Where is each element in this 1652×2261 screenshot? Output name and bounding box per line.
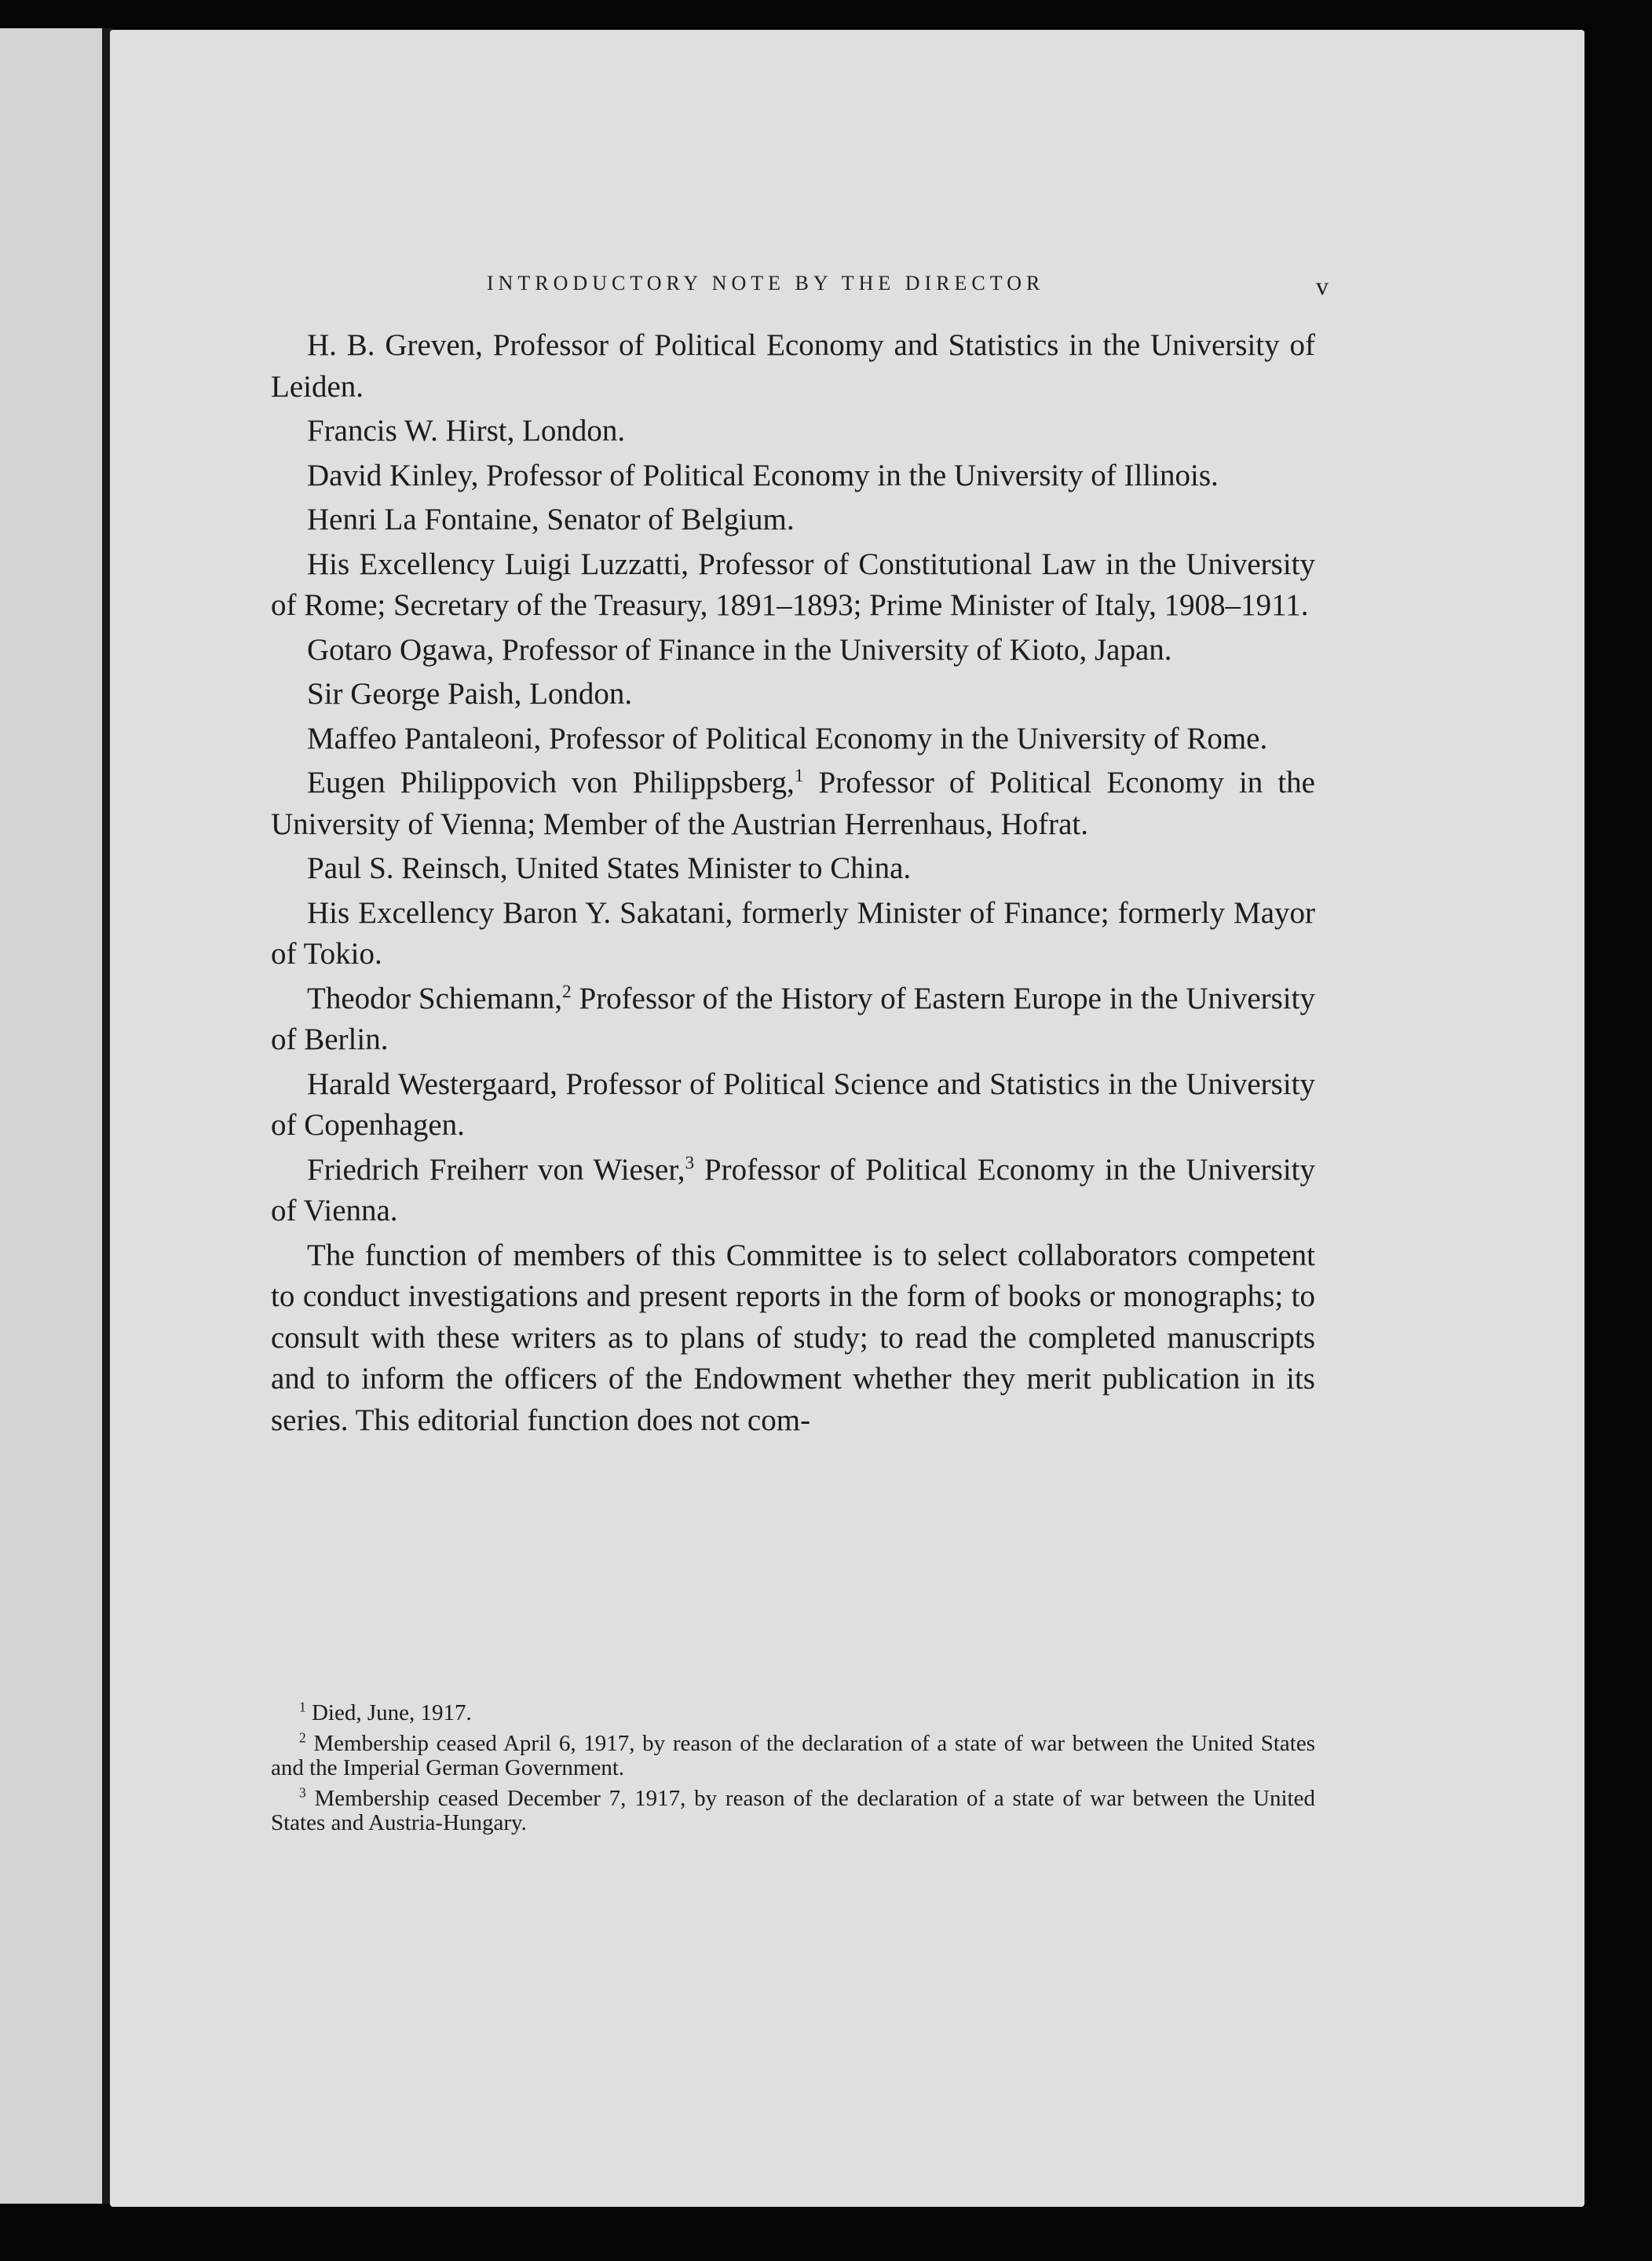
committee-member-entry: Gotaro Ogawa, Professor of Finance in the University of Kioto, Japan. xyxy=(307,632,1172,667)
committee-member-entry xyxy=(271,1150,1315,1232)
footnote xyxy=(271,1701,1315,1725)
footnote-text: Membership ceased April 6, 1917, by reason of the declaration of a state of war between the United States and the Imperial German Government. xyxy=(271,1731,1315,1780)
member-name: Friedrich Freiherr von Wieser, xyxy=(307,1152,685,1187)
body-text xyxy=(271,325,1315,1441)
member-description: Professor of Political Economy in the University of Vienna. xyxy=(271,1152,1315,1227)
facing-page-edge xyxy=(0,28,108,2204)
committee-member-entry: Maffeo Pantaleoni, Professor of Political Economy in the University of Rome. xyxy=(307,721,1268,755)
committee-member-entry: Paul S. Reinsch, United States Minister to China. xyxy=(307,851,912,885)
committee-member-entry: His Excellency Luigi Luzzatti, Professor of Constitutional Law in the University of Rome; Secretary of the Treasury, 1891–1893; Prime Minister of Italy, 1908–1911. xyxy=(271,547,1315,622)
footnote-text: Died, June, 1917. xyxy=(305,1700,472,1725)
committee-member-entry: Henri La Fontaine, Senator of Belgium. xyxy=(307,503,795,536)
committee-member-entry: Harald Westergaard, Professor of Political Science and Statistics in the University of Copenhagen. xyxy=(271,1066,1315,1142)
page-number: v xyxy=(1316,272,1329,300)
footnote-text: Membership ceased December 7, 1917, by reason of the declaration of a state of war between the United States and Austria-Hungary. xyxy=(271,1786,1315,1835)
committee-member-entry xyxy=(271,979,1315,1061)
member-description: Professor of Political Economy in the University of Vienna; Member of the Austrian Herrenhaus, Hofrat. xyxy=(271,766,1315,841)
committee-member-entry: Francis W. Hirst, London. xyxy=(307,414,626,448)
committee-function-paragraph: The function of members of this Committee is to select collaborators competent to conduct investigations and present reports in the form of books or monographs; to consult with these writers as to plans of study; to read the completed manuscripts and to inform the officers of the Endowment whether they merit publication in its series. This editorial function does not com- xyxy=(271,1238,1315,1437)
footnote-ref: 3 xyxy=(685,1152,695,1173)
committee-member-entry: His Excellency Baron Y. Sakatani, formerly Minister of Finance; formerly Mayor of Tokio. xyxy=(271,895,1315,971)
running-head-title: INTRODUCTORY NOTE BY THE DIRECTOR xyxy=(487,272,1045,295)
footnotes xyxy=(271,1701,1315,1842)
committee-member-entry: Sir George Paish, London. xyxy=(307,677,633,711)
footnote-ref: 1 xyxy=(794,766,804,786)
footnote xyxy=(271,1784,1315,1835)
footnote-mark: 1 xyxy=(299,1699,306,1715)
committee-member-entry xyxy=(271,763,1315,845)
footnote-ref: 2 xyxy=(561,981,572,1002)
footnote-mark: 2 xyxy=(299,1729,306,1746)
committee-member-entry: H. B. Greven, Professor of Political Economy and Statistics in the University of Leiden. xyxy=(271,328,1315,404)
member-name: Eugen Philippovich von Philippsberg, xyxy=(307,766,795,799)
member-name: Theodor Schiemann, xyxy=(307,981,562,1015)
footnote xyxy=(271,1729,1315,1780)
member-description: Professor of the History of Eastern Europe in the University of Berlin. xyxy=(271,981,1315,1056)
footnote-mark: 3 xyxy=(299,1784,306,1801)
committee-member-entry: David Kinley, Professor of Political Economy in the University of Illinois. xyxy=(307,458,1219,492)
